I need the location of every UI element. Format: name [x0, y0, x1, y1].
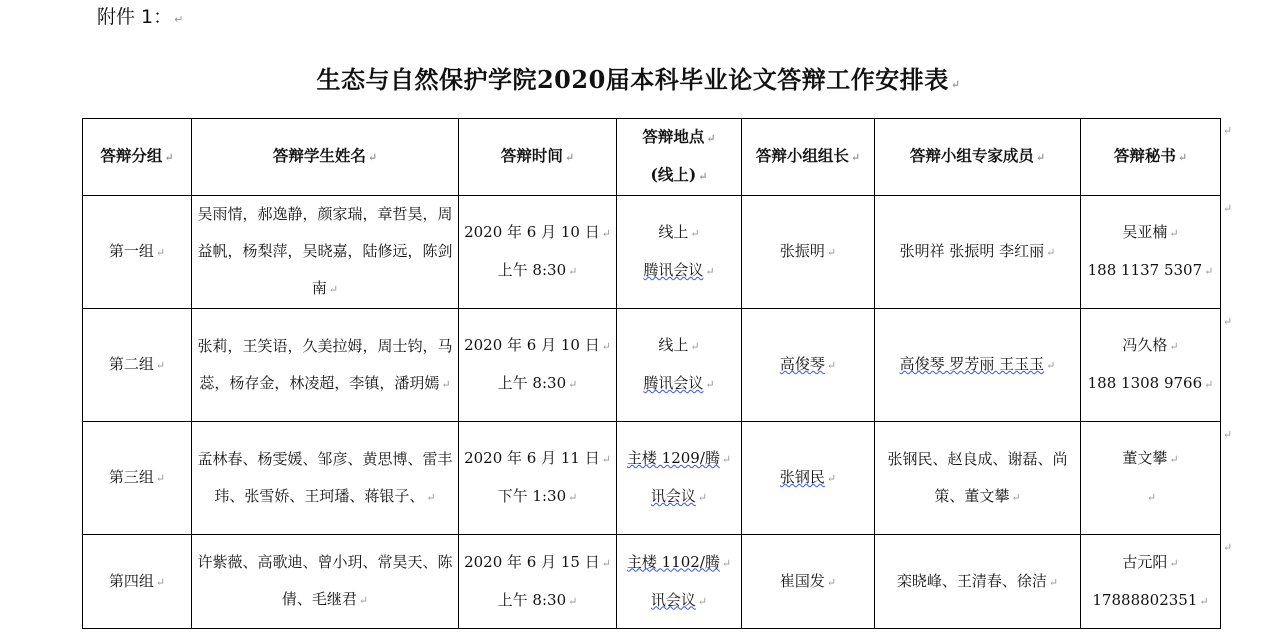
- experts-cell: 栾晓峰、王清春、徐洁 ↵: [875, 535, 1081, 629]
- experts-cell: 张钢民、赵良成、谢磊、尚策、董文攀 ↵: [875, 422, 1081, 535]
- header-location: 答辩地点 ↵ (线上) ↵: [617, 119, 742, 196]
- experts-cell: 高俊琴 罗芳丽 王玉玉 ↵: [875, 309, 1081, 422]
- row-end-mark-icon: ↵: [1223, 428, 1233, 441]
- table-header-row: [83, 119, 1221, 196]
- paragraph-mark-icon: ↵: [950, 78, 961, 91]
- header-group: 答辩分组 ↵: [83, 119, 192, 196]
- header-secretary: 答辩秘书 ↵: [1081, 119, 1221, 196]
- secretary-cell: 冯久格 ↵ 188 1308 9766 ↵: [1081, 309, 1221, 422]
- attachment-label: 附件 1： ↵: [97, 6, 184, 28]
- secretary-cell: 古元阳 ↵ 17888802351 ↵: [1081, 535, 1221, 629]
- location-cell: 线上 ↵ 腾讯会议 ↵: [617, 196, 742, 309]
- group-cell: 第三组 ↵: [83, 422, 192, 535]
- row-end-mark-icon: ↵: [1223, 315, 1233, 328]
- group-cell: 第一组 ↵: [83, 196, 192, 309]
- students-cell: 吴雨情，郝逸静，颜家瑞，章哲昊，周益帆，杨梨萍，吴晓嘉，陆修远，陈剑南 ↵: [192, 196, 459, 309]
- table-row: [83, 535, 1221, 629]
- group-cell: 第四组 ↵: [83, 535, 192, 629]
- table-row: [83, 196, 1221, 309]
- students-cell: 张莉，王笑语，久美拉姆，周士钧，马蕊，杨存金，林凌超，李镇，潘玥嫣 ↵: [192, 309, 459, 422]
- header-time: 答辩时间 ↵: [459, 119, 617, 196]
- time-cell: 2020 年 6 月 10 日 ↵ 上午 8:30 ↵: [459, 309, 617, 422]
- schedule-table: [82, 118, 1221, 629]
- table-row: [83, 422, 1221, 535]
- time-cell: 2020 年 6 月 15 日 ↵ 上午 8:30 ↵: [459, 535, 617, 629]
- leader-cell: 张振明 ↵: [742, 196, 875, 309]
- location-cell: 主楼 1209/腾 ↵ 讯会议 ↵: [617, 422, 742, 535]
- row-end-mark-icon: ↵: [1223, 202, 1233, 215]
- group-cell: 第二组 ↵: [83, 309, 192, 422]
- leader-cell: 高俊琴 ↵: [742, 309, 875, 422]
- students-cell: 孟林春、杨雯媛、邹彦、黄思博、雷丰玮、张雪娇、王珂璠、蒋银子、 ↵: [192, 422, 459, 535]
- header-leader: 答辩小组组长 ↵: [742, 119, 875, 196]
- table-row: [83, 309, 1221, 422]
- header-experts: 答辩小组专家成员 ↵: [875, 119, 1081, 196]
- students-cell: 许紫薇、高歌迪、曾小玥、常昊天、陈倩、毛继君 ↵: [192, 535, 459, 629]
- secretary-cell: 吴亚楠 ↵ 188 1137 5307 ↵: [1081, 196, 1221, 309]
- time-cell: 2020 年 6 月 10 日 ↵ 上午 8:30 ↵: [459, 196, 617, 309]
- location-cell: 线上 ↵ 腾讯会议 ↵: [617, 309, 742, 422]
- row-end-mark-icon: ↵: [1223, 124, 1233, 137]
- leader-cell: 崔国发 ↵: [742, 535, 875, 629]
- secretary-cell: 董文攀 ↵ ↵: [1081, 422, 1221, 535]
- experts-cell: 张明祥 张振明 李红丽 ↵: [875, 196, 1081, 309]
- paragraph-mark-icon: ↵: [174, 13, 184, 26]
- document-title: 生态与自然保护学院2020届本科毕业论文答辩工作安排表 ↵: [316, 65, 961, 94]
- location-cell: 主楼 1102/腾 ↵ 讯会议 ↵: [617, 535, 742, 629]
- leader-cell: 张钢民 ↵: [742, 422, 875, 535]
- time-cell: 2020 年 6 月 11 日 ↵ 下午 1:30 ↵: [459, 422, 617, 535]
- header-students: 答辩学生姓名 ↵: [192, 119, 459, 196]
- row-end-mark-icon: ↵: [1223, 541, 1233, 554]
